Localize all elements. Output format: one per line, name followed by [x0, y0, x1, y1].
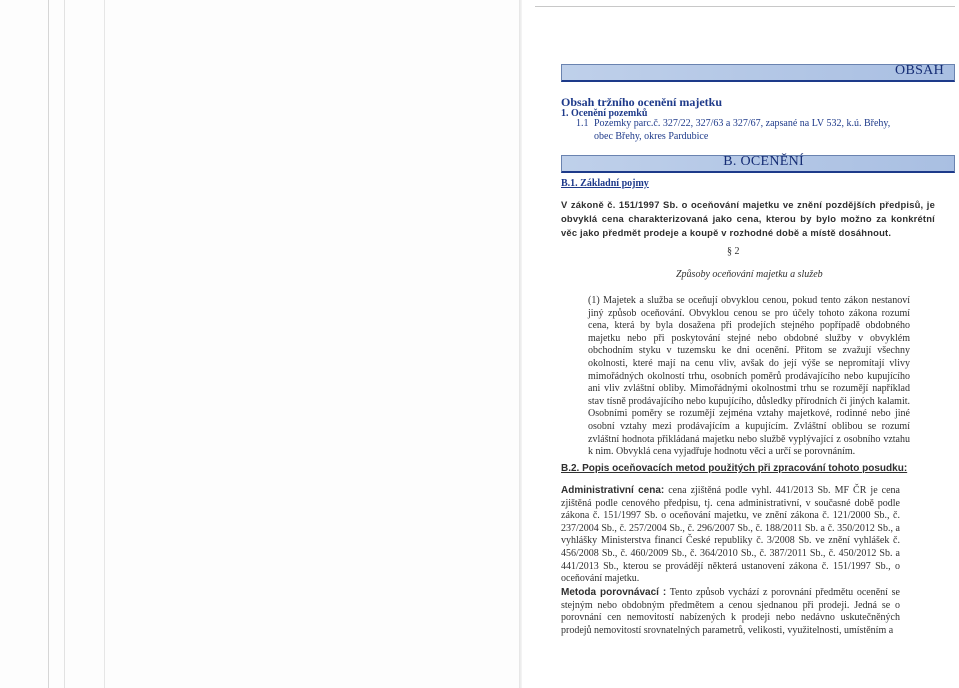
admin-price-text: cena zjištěná podle vyhl. 441/2013 Sb. MF ČR je cena zjištěná podle cenového předpisu, tj. cena administrativní, v současné době podle zákona č. 151/1997 Sb. o oceňování majetku, ve znění zákona č. 121/2000 Sb., č. 237/2004 Sb., č. 257/2004 Sb., č. 296/2007 Sb., č. 188/2011 Sb. a č. 350/2012 Sb., a vyhlášky Ministerstva financí České republiky č. 3/2008 Sb. ve znění vyhlášek č. 456/2008 Sb., č. 460/2009 Sb., č. 364/2010 Sb., č. 387/2011 Sb., č. 450/2012 Sb. a 441/2013 Sb., kterou se provádějí některá ustanovení zákona č. 151/1997 Sb., o oceňování majetku. — [561, 485, 900, 585]
toc-title: Obsah tržního ocenění majetku — [561, 95, 723, 109]
toc-item-number: 1.1 — [576, 118, 589, 129]
comparison-method-label: Metoda porovnávací : — [561, 587, 667, 598]
toc-banner — [561, 64, 955, 82]
b2-heading: B.2. Popis oceňovacích metod použitých při zpracování tohoto posudku: — [561, 463, 908, 474]
section-b-banner — [561, 155, 955, 173]
toc-item-1-1 — [576, 117, 936, 143]
admin-price-label: Administrativní cena: — [561, 485, 665, 496]
paragraph-sign: § 2 — [727, 246, 740, 257]
section-b-banner-label: B. OCENĚNÍ — [723, 154, 804, 169]
law-paragraph-text: (1) Majetek a služba se oceňují obvyklou cenou, pokud tento zákon nestanoví jiný způsob oceňování. Obvyklou cenou se pro účely tohoto zákona rozumí cena, která by byla dosažena při prodejích stejného popřípadě obdobného majetku nebo při poskytování stejné nebo obdobné služby v obvyklém obchodním styku v tuzemsku ke dni ocenění. Přitom se zvažují všechny okolnosti, které mají na cenu vliv, avšak do její výše se nepromítají vlivy mimořádných okolností trhu, osobních poměrů prodávajícího nebo kupujícího ani vliv zvláštní obliby. Mimořádnými okolnostmi trhu se rozumějí například stav tísně prodávajícího nebo kupujícího, důsledky přírodních či jiných kalamit. Osobními poměry se rozumějí zejména vztahy majetkové, rodinné nebo jiné osobní vztahy mezi prodávajícím a kupujícím. Zvláštní oblibou se rozumí zvláštní hodnota přikládaná majetku nebo službě vyplývající z osobního vztahu k nim. Obvyklá cena vyjadřuje hodnotu věci a určí se porovnáním. — [588, 295, 910, 458]
scan-line — [48, 0, 49, 688]
comparison-method-paragraph — [561, 587, 900, 637]
toc-item-line-2: obec Břehy, okres Pardubice — [594, 131, 709, 142]
admin-price-paragraph — [561, 485, 900, 586]
scan-line — [64, 0, 65, 688]
scan-line — [104, 0, 105, 688]
toc-item-line-1: Pozemky parc.č. 327/22, 327/63 a 327/67, zapsané na LV 532, k.ú. Břehy, — [594, 118, 891, 129]
b1-heading: B.1. Základní pojmy — [561, 178, 649, 189]
intro-paragraph: V zákoně č. 151/1997 Sb. o oceňování majetku ve znění pozdějších předpisů, je obvyklá cena charakterizovaná jako cena, kterou by bylo možno za konkrétní věc jako předmět prodeje a koupě v rozhodné době a místě dosáhnout. — [561, 199, 935, 238]
toc-banner-label: OBSAH — [895, 63, 944, 78]
comparison-method-text: Tento způsob vychází z porovnání předmětu ocenění se stejným nebo obdobným předmětem a cenou sjednanou při prodeji. Jedná se o porovnání cen nemovitostí nabízených k prodeji nebo nedávno uskutečněných prodejů nemovitostí srovnatelných parametrů, velikosti, využitelnosti, umístěním a — [561, 587, 900, 636]
paragraph-title: Způsoby oceňování majetku a služeb — [676, 269, 823, 280]
top-rule — [535, 6, 955, 7]
toc-section-1: 1. Ocenění pozemků — [561, 108, 648, 119]
